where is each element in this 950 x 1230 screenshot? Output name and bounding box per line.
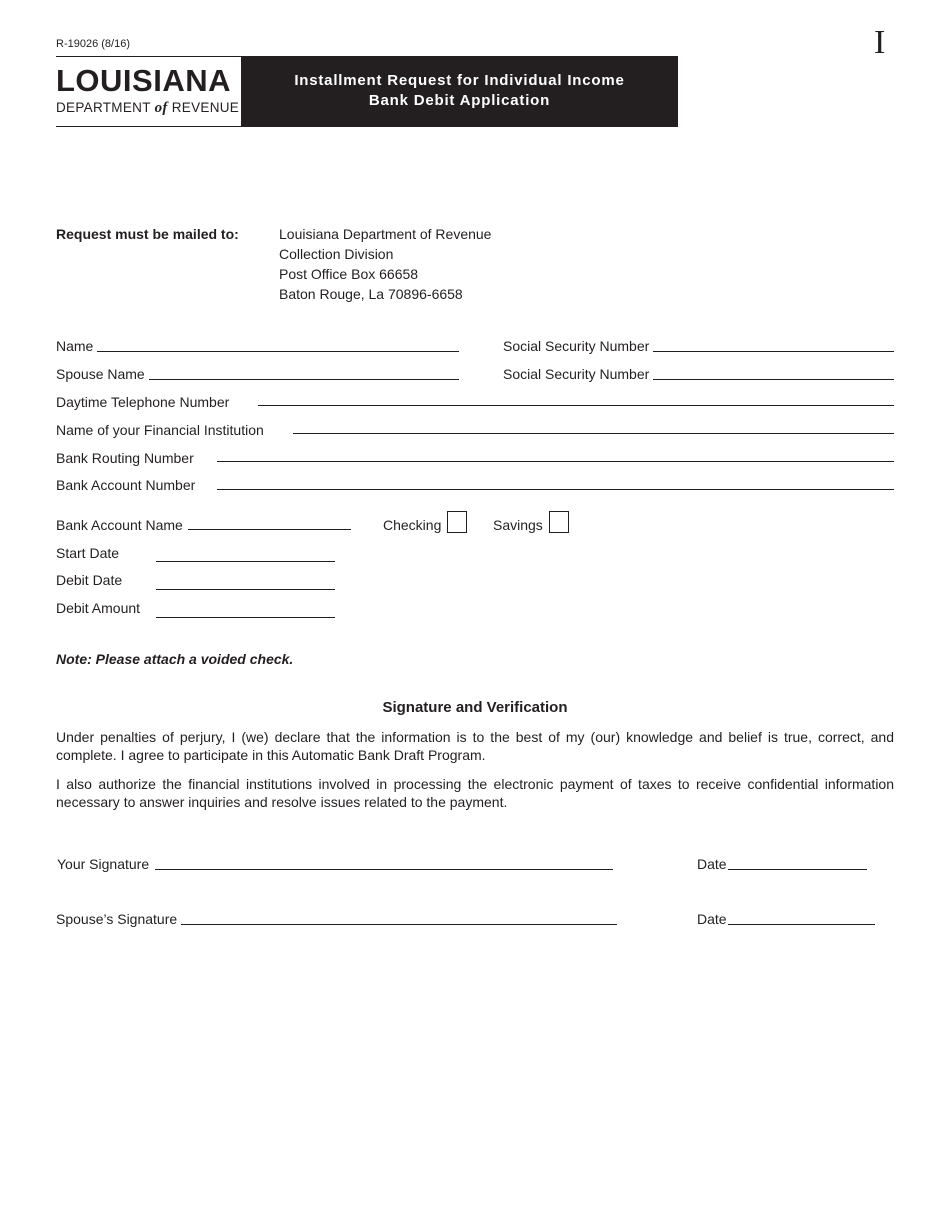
account-number-label: Bank Account Number	[56, 477, 196, 493]
account-name-label: Bank Account Name	[56, 517, 183, 533]
spouse-ssn-label: Social Security Number	[503, 366, 650, 382]
mailing-address-line: Baton Rouge, La 70896-6658	[279, 286, 463, 302]
checking-label: Checking	[383, 517, 442, 533]
checking-checkbox[interactable]	[447, 511, 467, 533]
form-title-line1: Installment Request for Individual Income	[294, 72, 625, 89]
spouse-signature-label: Spouse’s Signature	[56, 911, 178, 927]
voided-check-note: Note: Please attach a voided check.	[56, 651, 294, 667]
spouse-name-field[interactable]	[149, 379, 459, 380]
routing-number-label: Bank Routing Number	[56, 450, 194, 466]
mailing-label: Request must be mailed to:	[56, 226, 239, 242]
agency-logo	[56, 56, 242, 127]
signature-section-title: Signature and Verification	[382, 699, 568, 716]
your-signature-label: Your Signature	[57, 856, 150, 872]
date-label: Date	[697, 911, 727, 927]
your-signature-date-field[interactable]	[728, 869, 867, 870]
name-label: Name	[56, 338, 94, 354]
financial-institution-label: Name of your Financial Institution	[56, 422, 264, 438]
debit-amount-label: Debit Amount	[56, 600, 141, 616]
ssn-label: Social Security Number	[503, 338, 650, 354]
your-signature-field[interactable]	[155, 869, 613, 870]
mailing-address-line: Post Office Box 66658	[279, 266, 419, 282]
debit-date-field[interactable]	[156, 589, 335, 590]
logo-state-name: LOUISIANA	[56, 63, 231, 98]
ssn-field[interactable]	[653, 351, 894, 352]
account-name-field[interactable]	[188, 529, 351, 530]
date-label: Date	[697, 856, 727, 872]
spouse-signature-date-field[interactable]	[728, 924, 875, 925]
form-number: R-19026 (8/16)	[56, 38, 130, 50]
start-date-label: Start Date	[56, 545, 120, 561]
account-number-field[interactable]	[217, 489, 894, 490]
mailing-address-line: Louisiana Department of Revenue	[279, 226, 492, 242]
savings-label: Savings	[493, 517, 543, 533]
daytime-phone-label: Daytime Telephone Number	[56, 394, 230, 410]
form-title-line2: Bank Debit Application	[368, 92, 551, 109]
form-letter-mark: I	[874, 24, 886, 61]
routing-number-field[interactable]	[217, 461, 894, 462]
spouse-signature-field[interactable]	[181, 924, 617, 925]
debit-date-label: Debit Date	[56, 572, 123, 588]
name-field[interactable]	[97, 351, 459, 352]
start-date-field[interactable]	[156, 561, 335, 562]
perjury-declaration: Under penalties of perjury, I (we) declare that the information is to the best of my (our) knowledge and belief is true, correct, and complete. I agree to participate in this Automatic Bank Draft Program.	[56, 729, 894, 763]
authorization-statement: I also authorize the financial institutions involved in processing the electronic payment of taxes to receive confidential information necessary to answer inquiries and resolve issues related to the payment.	[56, 776, 894, 810]
spouse-name-label: Spouse Name	[56, 366, 145, 382]
daytime-phone-field[interactable]	[258, 405, 894, 406]
logo-department: DEPARTMENT of REVENUE	[56, 100, 240, 116]
financial-institution-field[interactable]	[293, 433, 894, 434]
mailing-address-line: Collection Division	[279, 246, 394, 262]
form-title-banner	[241, 56, 678, 127]
spouse-ssn-field[interactable]	[653, 379, 894, 380]
debit-amount-field[interactable]	[156, 617, 335, 618]
savings-checkbox[interactable]	[549, 511, 569, 533]
